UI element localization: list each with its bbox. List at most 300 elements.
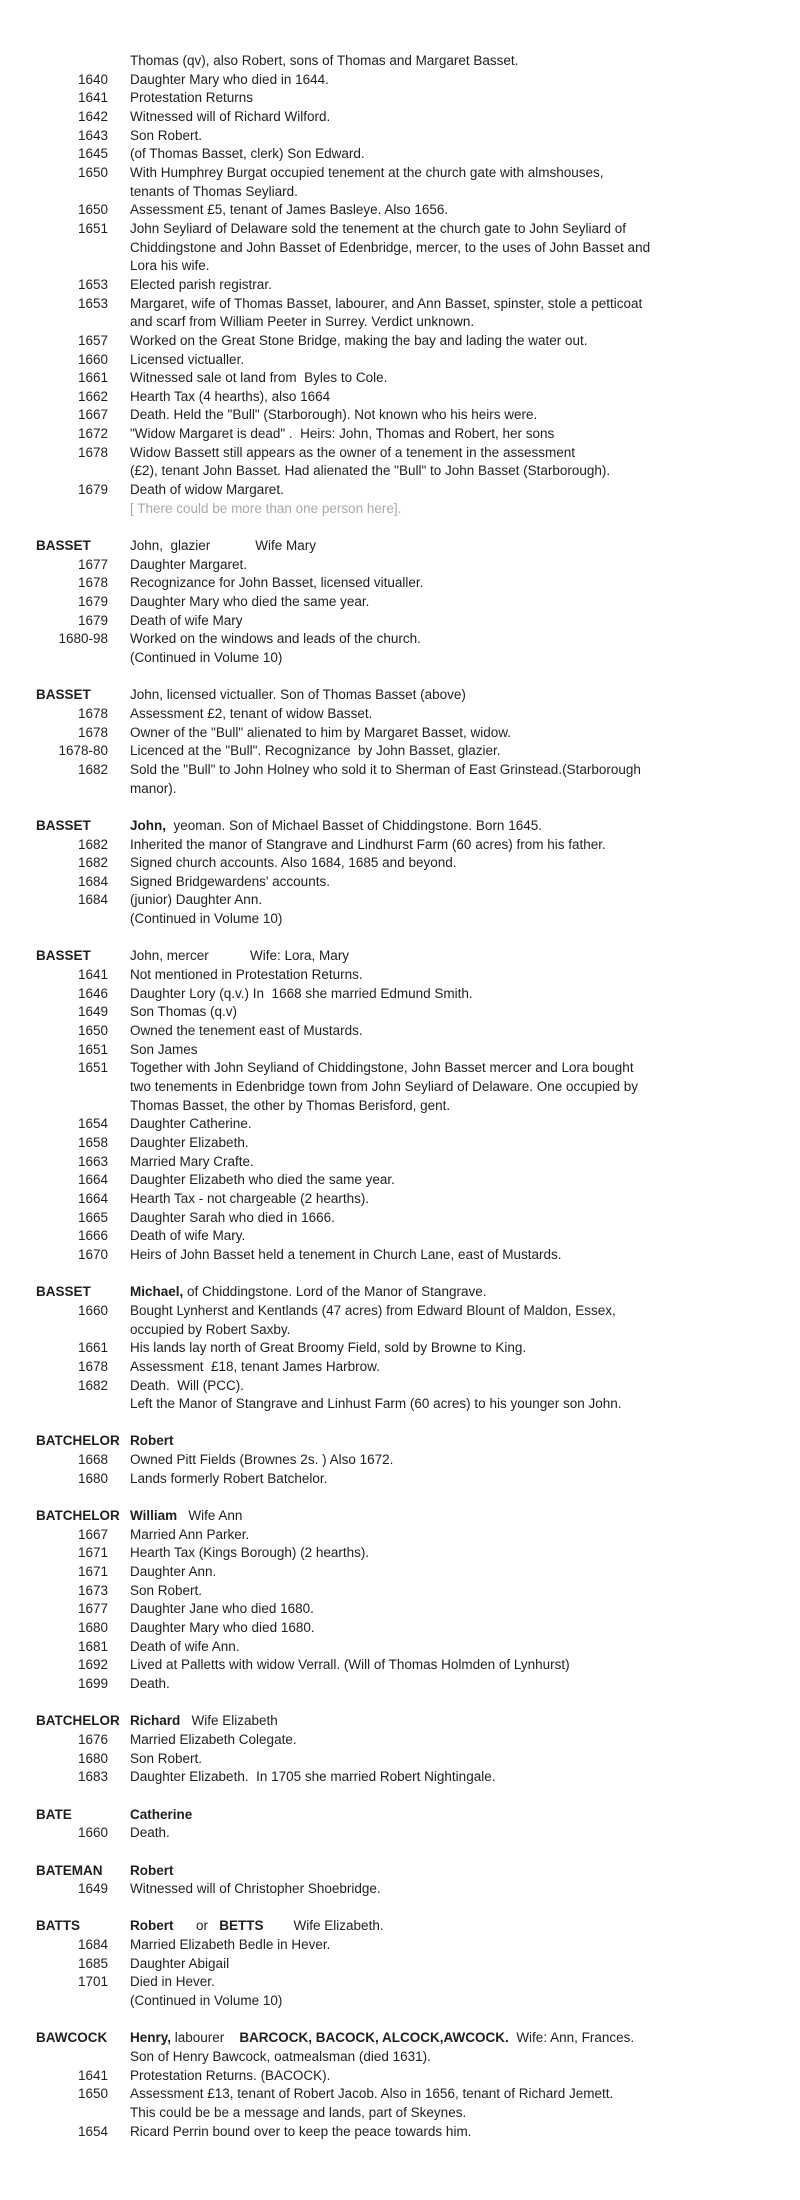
year-label: 1661 bbox=[77, 1340, 108, 1356]
event-text: Inherited the manor of Stangrave and Lindhurst Farm (60 acres) from his father. bbox=[130, 836, 606, 852]
event-text: Bought Lynherst and Kentlands (47 acres) from Edward Blount of Maldon, Essex, bbox=[130, 1302, 616, 1318]
surname-heading: BATCHELOR bbox=[36, 1433, 120, 1449]
record-row bbox=[0, 1395, 800, 1414]
year-label: 1682 bbox=[77, 855, 108, 871]
event-text: (£2), tenant John Basset. Had alienated the "Bull" to John Basset (Starborough). bbox=[130, 463, 611, 479]
event-text: Signed Bridgewardens' accounts. bbox=[130, 873, 330, 889]
year-label: 1677 bbox=[77, 556, 108, 572]
person-header bbox=[130, 1507, 242, 1526]
person-detail: Wife Elizabeth. bbox=[263, 1918, 384, 1934]
year-label: 1684 bbox=[77, 892, 108, 908]
event-text: Daughter Mary who died 1680. bbox=[130, 1620, 315, 1636]
record-row bbox=[0, 910, 800, 929]
event-text: Witnessed will of Richard Wilford. bbox=[130, 108, 331, 124]
surname-heading: BATCHELOR bbox=[36, 1713, 120, 1729]
event-text: occupied by Robert Saxby. bbox=[130, 1321, 291, 1337]
record-row bbox=[0, 313, 800, 332]
year-label: 1680 bbox=[77, 1750, 108, 1766]
surname-heading: BASSET bbox=[36, 687, 91, 703]
year-label: 1671 bbox=[77, 1564, 108, 1580]
event-text: Death of wife Mary. bbox=[130, 1228, 246, 1244]
entry-header-row bbox=[0, 1507, 800, 1526]
person-detail: yeoman. Son of Michael Basset of Chiddingstone. Born 1645. bbox=[166, 817, 542, 833]
year-label: 1673 bbox=[77, 1582, 108, 1598]
event-text: Daughter Mary who died in 1644. bbox=[130, 71, 329, 87]
year-label: 1678 bbox=[77, 575, 108, 591]
person-name: Robert bbox=[130, 1862, 174, 1878]
year-label bbox=[0, 313, 108, 332]
record-row bbox=[0, 1451, 800, 1470]
event-text: Death. bbox=[130, 1675, 170, 1691]
surname-entry bbox=[0, 52, 800, 518]
record-row bbox=[0, 780, 800, 799]
record-row bbox=[0, 1675, 800, 1694]
person-header bbox=[130, 537, 316, 556]
event-text: Son Thomas (q.v) bbox=[130, 1004, 238, 1020]
year-label: 1670 bbox=[77, 1246, 108, 1262]
year-label: 1682 bbox=[77, 836, 108, 852]
record-row bbox=[0, 1563, 800, 1582]
record-row bbox=[0, 1321, 800, 1340]
entry-header-row bbox=[0, 817, 800, 836]
record-row bbox=[0, 1358, 800, 1377]
event-text: Assessment £18, tenant James Harbrow. bbox=[130, 1358, 380, 1374]
year-label: 1680 bbox=[77, 1620, 108, 1636]
event-text: Died in Hever. bbox=[130, 1974, 215, 1990]
year-label: 1641 bbox=[77, 2067, 108, 2083]
entry-header-row bbox=[0, 1712, 800, 1731]
year-label: 1678-80 bbox=[58, 743, 108, 759]
record-row bbox=[0, 1022, 800, 1041]
event-text: Assessment £5, tenant of James Basleye. Also 1656. bbox=[130, 202, 449, 218]
year-label: 1651 bbox=[77, 1060, 108, 1076]
event-text: Protestation Returns bbox=[130, 90, 254, 106]
record-row bbox=[0, 1973, 800, 1992]
year-label bbox=[0, 183, 108, 202]
event-text: Assessment £2, tenant of widow Basset. bbox=[130, 705, 373, 721]
record-row bbox=[0, 556, 800, 575]
event-text: Recognizance for John Basset, licensed vitualler. bbox=[130, 575, 424, 591]
surname-entry bbox=[0, 1432, 800, 1488]
event-text: Thomas Basset, the other by Thomas Berisford, gent. bbox=[130, 1097, 451, 1113]
year-label: 1651 bbox=[77, 220, 108, 236]
record-row bbox=[0, 612, 800, 631]
event-text: Daughter Sarah who died in 1666. bbox=[130, 1209, 335, 1225]
record-row bbox=[0, 1041, 800, 1060]
year-label: 1662 bbox=[77, 388, 108, 404]
year-label: 1666 bbox=[77, 1228, 108, 1244]
record-row bbox=[0, 183, 800, 202]
year-label: 1679 bbox=[77, 482, 108, 498]
record-row bbox=[0, 1544, 800, 1563]
record-row bbox=[0, 295, 800, 314]
year-label: 1650 bbox=[77, 202, 108, 218]
record-row bbox=[0, 630, 800, 649]
person-detail: or bbox=[173, 1918, 220, 1934]
person-detail: labourer bbox=[171, 2030, 240, 2046]
record-row bbox=[0, 1526, 800, 1545]
record-row bbox=[0, 351, 800, 370]
year-label: 1680 bbox=[77, 1470, 108, 1486]
record-row bbox=[0, 1955, 800, 1974]
year-label: 1679 bbox=[77, 594, 108, 610]
year-label: 1672 bbox=[77, 426, 108, 442]
entry-header-row bbox=[0, 1862, 800, 1881]
person-detail: John, licensed victualler. Son of Thomas Basset (above) bbox=[130, 687, 466, 703]
record-row bbox=[0, 257, 800, 276]
record-row bbox=[0, 127, 800, 146]
year-label: 1684 bbox=[77, 1937, 108, 1953]
year-label bbox=[0, 1395, 108, 1414]
surname-heading: BATEMAN bbox=[36, 1862, 103, 1878]
year-label: 1654 bbox=[77, 1116, 108, 1132]
year-label: 1650 bbox=[77, 1023, 108, 1039]
record-row bbox=[0, 52, 800, 71]
record-row bbox=[0, 1153, 800, 1172]
entry-header-row bbox=[0, 947, 800, 966]
record-row bbox=[0, 1377, 800, 1396]
year-label: 1677 bbox=[77, 1601, 108, 1617]
year-label: 1684 bbox=[77, 873, 108, 889]
record-row bbox=[0, 444, 800, 463]
person-detail: Wife: Ann, Frances. bbox=[508, 2030, 635, 2046]
year-label bbox=[0, 649, 108, 668]
event-text: Daughter Lory (q.v.) In 1668 she married Edmund Smith. bbox=[130, 985, 473, 1001]
year-label: 1683 bbox=[77, 1769, 108, 1785]
record-row bbox=[0, 2048, 800, 2067]
event-text: Daughter Catherine. bbox=[130, 1116, 252, 1132]
event-text: Worked on the Great Stone Bridge, making the bay and lading the water out. bbox=[130, 332, 588, 348]
record-row bbox=[0, 1209, 800, 1228]
record-row bbox=[0, 891, 800, 910]
record-row bbox=[0, 1302, 800, 1321]
record-row bbox=[0, 1246, 800, 1265]
person-header bbox=[130, 947, 349, 966]
person-detail: of Chiddingstone. Lord of the Manor of Stangrave. bbox=[183, 1284, 487, 1300]
event-text: Witnessed sale ot land from Byles to Cole. bbox=[130, 370, 388, 386]
record-row bbox=[0, 1227, 800, 1246]
record-row bbox=[0, 1600, 800, 1619]
year-label: 1649 bbox=[77, 1004, 108, 1020]
record-row bbox=[0, 1134, 800, 1153]
record-row bbox=[0, 649, 800, 668]
year-label: 1664 bbox=[77, 1172, 108, 1188]
person-header bbox=[130, 686, 466, 705]
event-text: Daughter Jane who died 1680. bbox=[130, 1601, 314, 1617]
surname-heading: BATE bbox=[36, 1806, 72, 1822]
year-label: 1671 bbox=[77, 1545, 108, 1561]
record-row bbox=[0, 425, 800, 444]
event-text: tenants of Thomas Seyliard. bbox=[130, 183, 298, 199]
record-row bbox=[0, 836, 800, 855]
event-text: manor). bbox=[130, 780, 177, 796]
year-label: 1682 bbox=[77, 1377, 108, 1393]
record-row bbox=[0, 1936, 800, 1955]
record-row bbox=[0, 388, 800, 407]
event-text: Death of wife Ann. bbox=[130, 1638, 240, 1654]
event-text: With Humphrey Burgat occupied tenement at the church gate with almshouses, bbox=[130, 164, 604, 180]
event-text: Owner of the "Bull" alienated to him by Margaret Basset, widow. bbox=[130, 724, 512, 740]
record-row bbox=[0, 1582, 800, 1601]
record-row bbox=[0, 145, 800, 164]
entry-header-row bbox=[0, 1917, 800, 1936]
year-label: 1653 bbox=[77, 295, 108, 311]
event-text: Chiddingstone and John Basset of Edenbridge, mercer, to the uses of John Basset and bbox=[130, 239, 651, 255]
record-row bbox=[0, 1078, 800, 1097]
record-row bbox=[0, 724, 800, 743]
surname-heading: BASSET bbox=[36, 1284, 91, 1300]
event-text: Married Mary Crafte. bbox=[130, 1153, 254, 1169]
year-label: 1653 bbox=[77, 276, 108, 292]
year-label: 1660 bbox=[77, 1825, 108, 1841]
record-row bbox=[0, 1339, 800, 1358]
event-text: Daughter Elizabeth who died the same year. bbox=[130, 1172, 395, 1188]
surname-entry bbox=[0, 1712, 800, 1787]
year-label bbox=[0, 52, 108, 71]
year-label bbox=[0, 2048, 108, 2067]
surname-entry bbox=[0, 686, 800, 798]
surname-heading: BASSET bbox=[36, 817, 91, 833]
person-header bbox=[130, 1432, 174, 1451]
record-row bbox=[0, 481, 800, 500]
surname-entry bbox=[0, 1283, 800, 1414]
record-row bbox=[0, 1880, 800, 1899]
event-text: Licensed victualler. bbox=[130, 351, 245, 367]
year-label bbox=[0, 462, 108, 481]
event-text: (Continued in Volume 10) bbox=[130, 649, 283, 665]
year-label: 1641 bbox=[77, 90, 108, 106]
year-label bbox=[0, 910, 108, 929]
record-row bbox=[0, 854, 800, 873]
event-text: Daughter Elizabeth. In 1705 she married Robert Nightingale. bbox=[130, 1769, 496, 1785]
event-text: Son Robert. bbox=[130, 127, 203, 143]
entry-header-row bbox=[0, 686, 800, 705]
person-name: BETTS bbox=[219, 1918, 264, 1934]
event-text: Licenced at the "Bull". Recognizance by John Basset, glazier. bbox=[130, 743, 501, 759]
year-label: 1650 bbox=[77, 164, 108, 180]
year-label bbox=[0, 239, 108, 258]
document-page bbox=[0, 52, 800, 2141]
event-text: Son of Henry Bawcock, oatmealsman (died 1631). bbox=[130, 2049, 431, 2065]
year-label: 1668 bbox=[77, 1452, 108, 1468]
person-name: BARCOCK, BACOCK, ALCOCK,AWCOCK. bbox=[239, 2030, 509, 2046]
surname-heading: BATCHELOR bbox=[36, 1508, 120, 1524]
record-row bbox=[0, 593, 800, 612]
year-label: 1661 bbox=[77, 370, 108, 386]
surname-heading: BATTS bbox=[36, 1918, 80, 1934]
event-text: Heirs of John Basset held a tenement in Church Lane, east of Mustards. bbox=[130, 1246, 562, 1262]
year-label bbox=[0, 1321, 108, 1340]
surname-entry bbox=[0, 947, 800, 1264]
event-text: (Continued in Volume 10) bbox=[130, 1993, 283, 2009]
record-row bbox=[0, 369, 800, 388]
event-text: Death of widow Margaret. bbox=[130, 482, 284, 498]
year-label: 1678 bbox=[77, 444, 108, 460]
person-detail: John, mercer Wife: Lora, Mary bbox=[130, 948, 350, 964]
year-label: 1667 bbox=[77, 407, 108, 423]
year-label: 1641 bbox=[77, 967, 108, 983]
entry-header-row bbox=[0, 1283, 800, 1302]
year-label bbox=[0, 1992, 108, 2011]
year-label: 1682 bbox=[77, 761, 108, 777]
person-header bbox=[130, 1917, 384, 1936]
person-header bbox=[130, 1806, 192, 1825]
surname-entry bbox=[0, 1806, 800, 1843]
record-row bbox=[0, 89, 800, 108]
event-text: Assessment £13, tenant of Robert Jacob. Also in 1656, tenant of Richard Jemett. bbox=[130, 2086, 614, 2102]
record-row bbox=[0, 1656, 800, 1675]
record-row bbox=[0, 462, 800, 481]
record-row bbox=[0, 406, 800, 425]
year-label: 1660 bbox=[77, 1302, 108, 1318]
event-text: Owned the tenement east of Mustards. bbox=[130, 1023, 363, 1039]
editorial-note: [ There could be more than one person here]. bbox=[130, 500, 402, 516]
person-name: William bbox=[130, 1508, 178, 1524]
event-text: (of Thomas Basset, clerk) Son Edward. bbox=[130, 146, 365, 162]
surname-entry bbox=[0, 1862, 800, 1899]
year-label bbox=[0, 2104, 108, 2123]
person-name: Richard bbox=[130, 1713, 181, 1729]
record-row bbox=[0, 276, 800, 295]
person-header bbox=[130, 2029, 634, 2048]
year-label: 1680-98 bbox=[58, 631, 108, 647]
event-text: Daughter Mary who died the same year. bbox=[130, 594, 370, 610]
event-text: Lands formerly Robert Batchelor. bbox=[130, 1470, 328, 1486]
event-text: Elected parish registrar. bbox=[130, 276, 272, 292]
event-text: John Seyliard of Delaware sold the tenement at the church gate to John Seyliard of bbox=[130, 220, 627, 236]
record-row bbox=[0, 108, 800, 127]
event-text: Sold the "Bull" to John Holney who sold it to Sherman of East Grinstead.(Starborough bbox=[130, 761, 641, 777]
event-text: Witnessed will of Christopher Shoebridge. bbox=[130, 1881, 381, 1897]
person-detail: John, glazier Wife Mary bbox=[130, 538, 317, 554]
event-text: Signed church accounts. Also 1684, 1685 and beyond. bbox=[130, 855, 457, 871]
entry-header-row bbox=[0, 537, 800, 556]
record-row bbox=[0, 201, 800, 220]
event-text: Left the Manor of Stangrave and Linhust Farm (60 acres) to his younger son John. bbox=[130, 1396, 622, 1412]
year-label: 1664 bbox=[77, 1190, 108, 1206]
record-row bbox=[0, 1115, 800, 1134]
event-text: Worked on the windows and leads of the church. bbox=[130, 631, 421, 647]
event-text: Married Elizabeth Bedle in Hever. bbox=[130, 1937, 331, 1953]
record-row bbox=[0, 761, 800, 780]
event-text: Son Robert. bbox=[130, 1750, 203, 1766]
year-label: 1646 bbox=[77, 985, 108, 1001]
event-text: Death. bbox=[130, 1825, 170, 1841]
person-header bbox=[130, 1283, 486, 1302]
year-label: 1678 bbox=[77, 1358, 108, 1374]
event-text: Death. Held the "Bull" (Starborough). Not known who his heirs were. bbox=[130, 407, 538, 423]
event-text: Not mentioned in Protestation Returns. bbox=[130, 967, 363, 983]
year-label bbox=[0, 780, 108, 799]
record-row bbox=[0, 2104, 800, 2123]
year-label bbox=[0, 1097, 108, 1116]
year-label bbox=[0, 500, 108, 519]
record-row bbox=[0, 239, 800, 258]
year-label: 1658 bbox=[77, 1135, 108, 1150]
record-row bbox=[0, 705, 800, 724]
year-label: 1651 bbox=[77, 1041, 108, 1057]
year-label: 1699 bbox=[77, 1675, 108, 1691]
event-text: Married Elizabeth Colegate. bbox=[130, 1731, 297, 1747]
record-row bbox=[0, 1097, 800, 1116]
year-label: 1649 bbox=[77, 1881, 108, 1897]
record-row bbox=[0, 873, 800, 892]
event-text: Lora his wife. bbox=[130, 258, 210, 274]
record-row bbox=[0, 2067, 800, 2086]
year-label: 1642 bbox=[77, 108, 108, 124]
event-text: Hearth Tax (4 hearths), also 1664 bbox=[130, 388, 331, 404]
event-text: Daughter Ann. bbox=[130, 1564, 217, 1580]
year-label bbox=[0, 1078, 108, 1097]
year-label: 1640 bbox=[77, 71, 108, 87]
record-row bbox=[0, 220, 800, 239]
record-row bbox=[0, 164, 800, 183]
year-label: 1667 bbox=[77, 1526, 108, 1542]
event-text: and scarf from William Peeter in Surrey. Verdict unknown. bbox=[130, 314, 475, 330]
record-row bbox=[0, 1470, 800, 1489]
year-label: 1676 bbox=[77, 1731, 108, 1747]
year-label: 1678 bbox=[77, 724, 108, 740]
surname-entry bbox=[0, 1917, 800, 2010]
record-row bbox=[0, 1171, 800, 1190]
record-row bbox=[0, 1619, 800, 1638]
record-row bbox=[0, 1003, 800, 1022]
event-text: Son James bbox=[130, 1041, 198, 1057]
record-row bbox=[0, 500, 800, 519]
record-row bbox=[0, 1824, 800, 1843]
person-header bbox=[130, 1862, 174, 1881]
record-row bbox=[0, 1059, 800, 1078]
person-name: Michael, bbox=[130, 1284, 184, 1300]
event-text: Ricard Perrin bound over to keep the peace towards him. bbox=[130, 2123, 472, 2139]
person-header bbox=[130, 817, 542, 836]
record-row bbox=[0, 2085, 800, 2104]
event-text: Margaret, wife of Thomas Basset, labourer, and Ann Basset, spinster, stole a petticoat bbox=[130, 295, 643, 311]
year-label: 1701 bbox=[77, 1974, 108, 1990]
record-row bbox=[0, 71, 800, 90]
person-name: Catherine bbox=[130, 1806, 193, 1822]
record-row bbox=[0, 574, 800, 593]
record-row bbox=[0, 332, 800, 351]
year-label: 1681 bbox=[77, 1638, 108, 1654]
year-label: 1660 bbox=[77, 351, 108, 367]
year-label: 1663 bbox=[77, 1153, 108, 1169]
year-label: 1650 bbox=[77, 2086, 108, 2102]
event-text: Widow Bassett still appears as the owner of a tenement in the assessment bbox=[130, 444, 575, 460]
event-text: Son Robert. bbox=[130, 1582, 203, 1598]
person-name: Robert bbox=[130, 1433, 174, 1449]
record-row bbox=[0, 1992, 800, 2011]
event-text: Protestation Returns. (BACOCK). bbox=[130, 2067, 331, 2083]
entry-header-row bbox=[0, 2029, 800, 2048]
entry-header-row bbox=[0, 1806, 800, 1825]
person-detail: Wife Ann bbox=[177, 1508, 243, 1524]
event-text: Death of wife Mary bbox=[130, 612, 243, 628]
event-text: Daughter Elizabeth. bbox=[130, 1135, 249, 1150]
event-text: Death. Will (PCC). bbox=[130, 1377, 245, 1393]
year-label: 1643 bbox=[77, 127, 108, 143]
event-text: (junior) Daughter Ann. bbox=[130, 892, 263, 908]
surname-entry bbox=[0, 817, 800, 929]
event-text: Daughter Margaret. bbox=[130, 556, 248, 572]
record-row bbox=[0, 966, 800, 985]
record-row bbox=[0, 2123, 800, 2142]
person-detail: Wife Elizabeth bbox=[180, 1713, 278, 1729]
surname-entry bbox=[0, 1507, 800, 1694]
event-text: Hearth Tax - not chargeable (2 hearths). bbox=[130, 1190, 370, 1206]
record-row bbox=[0, 1190, 800, 1209]
year-label: 1679 bbox=[77, 612, 108, 628]
